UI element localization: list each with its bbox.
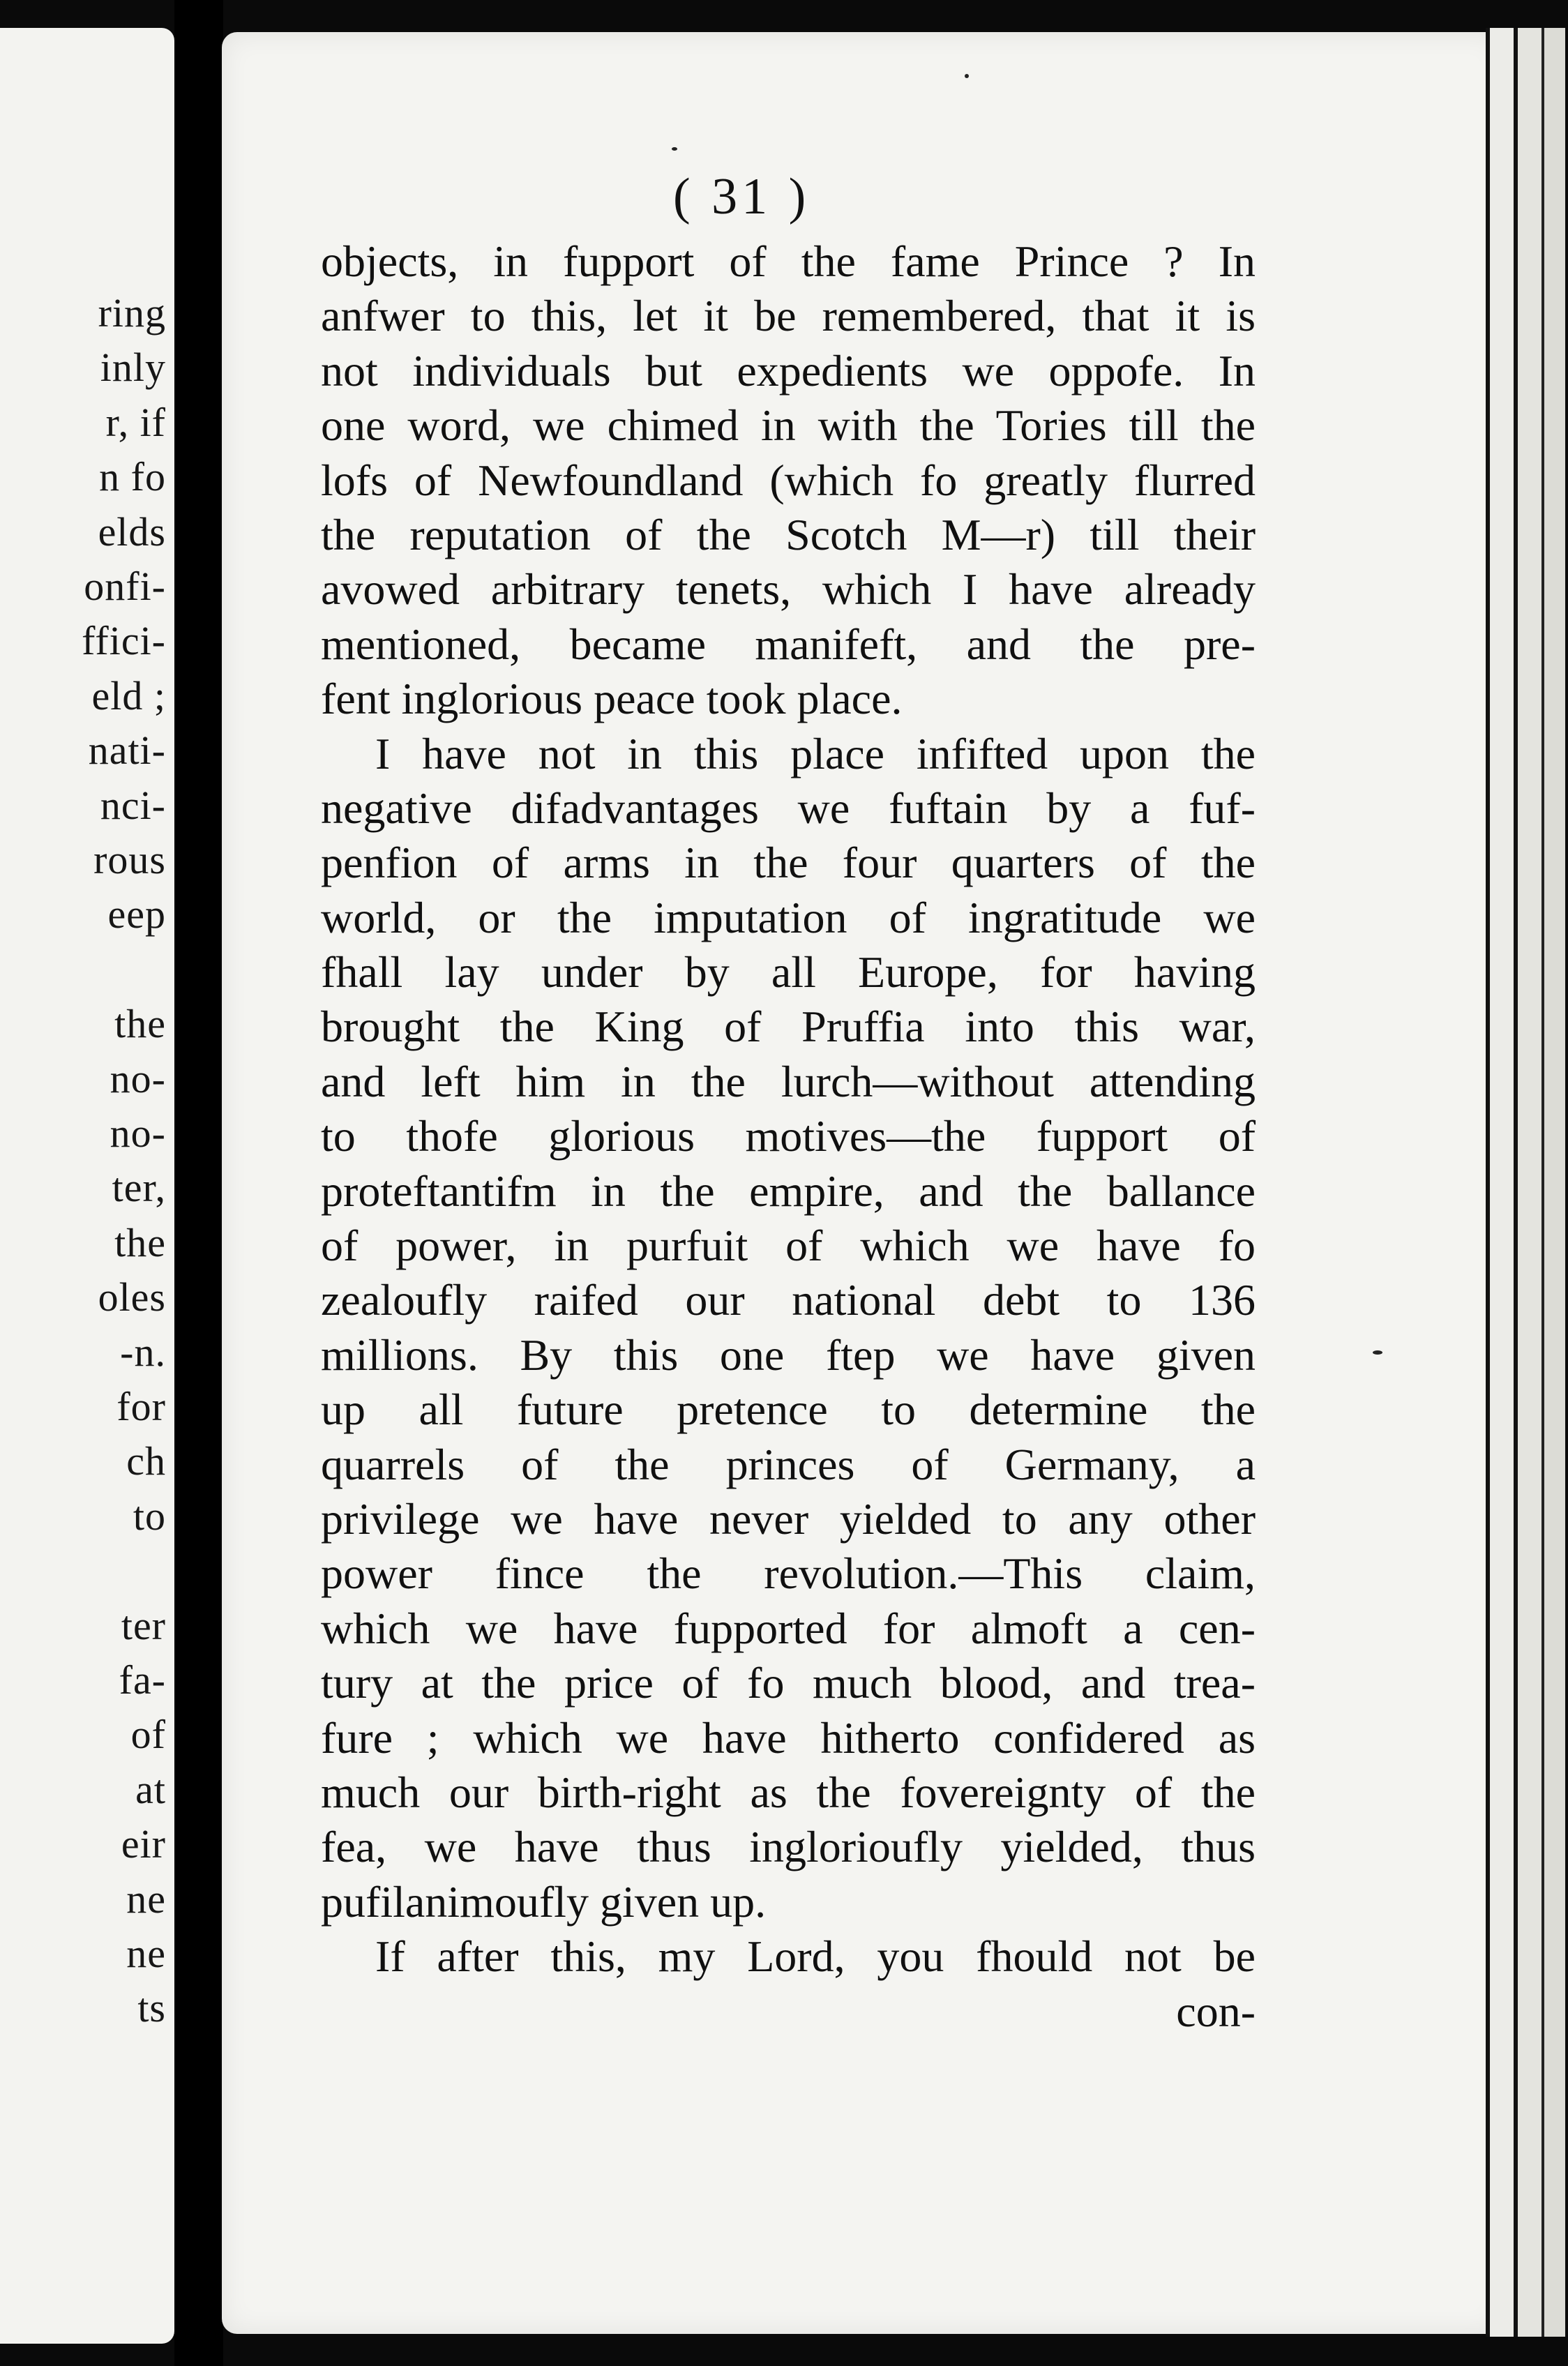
left-page-fragment: of <box>130 1712 166 1758</box>
left-page-fragment: ne <box>126 1931 166 1976</box>
text-line: one word, we chimed in with the Tories till the <box>321 400 1256 451</box>
left-page-fragment: no- <box>110 1110 166 1156</box>
left-page-fragment: at <box>135 1766 166 1812</box>
text-line: con- <box>1176 1986 1256 2036</box>
left-page-fragment: ts <box>137 1985 166 2031</box>
left-facing-page <box>0 28 174 2344</box>
left-page-fragment: fa- <box>119 1657 166 1703</box>
left-page-fragment: n fo <box>99 454 166 500</box>
left-page-fragment: nci- <box>100 782 166 828</box>
left-page-fragment: elds <box>98 508 166 555</box>
text-line: proteftantifm in the empire, and the ballance <box>321 1166 1256 1216</box>
book-gutter <box>174 0 223 2366</box>
body-text <box>321 234 1256 2039</box>
left-page-fragment: eir <box>121 1821 166 1867</box>
left-page-fragment: ne <box>126 1876 166 1922</box>
text-line: negative difadvantages we fuftain by a fuf- <box>321 783 1256 833</box>
left-page-fragment: ch <box>126 1438 166 1484</box>
text-line: zealoufly raifed our national debt to 136 <box>321 1275 1256 1325</box>
text-line: fhall lay under by all Europe, for having <box>321 947 1256 997</box>
text-line: much our birth-right as the fovereignty of the <box>321 1767 1256 1817</box>
text-line: world, or the imputation of ingratitude we <box>321 892 1256 942</box>
text-line: fea, we have thus inglorioufly yielded, thus <box>321 1822 1256 1872</box>
left-page-fragment: the <box>114 1219 166 1265</box>
text-line: and left him in the lurch—without attending <box>321 1056 1256 1106</box>
left-page-fragment: oles <box>98 1274 166 1320</box>
left-page-fragment: ring <box>98 290 166 336</box>
left-page-fragment: no- <box>110 1055 166 1101</box>
left-page-fragment: onfi- <box>84 564 166 609</box>
page-number: ( 31 ) <box>673 168 811 225</box>
text-line: not individuals but expedients we oppofe. In <box>321 345 1256 395</box>
left-page-fragment: eep <box>107 891 166 937</box>
text-line: If after this, my Lord, you fhould not be <box>375 1931 1256 1982</box>
text-line: fent inglorious peace took place. <box>321 674 903 724</box>
text-line: quarrels of the princes of Germany, a <box>321 1439 1256 1489</box>
left-page-fragment: ter <box>121 1602 166 1648</box>
text-line: privilege we have never yielded to any other <box>321 1493 1256 1544</box>
text-line: penfion of arms in the four quarters of the <box>321 838 1256 888</box>
left-page-fragment: rous <box>93 837 166 882</box>
text-line: of power, in purfuit of which we have fo <box>321 1221 1256 1271</box>
left-page-fragment: inly <box>100 345 166 391</box>
text-line: which we have fupported for almoft a cen- <box>321 1603 1256 1653</box>
text-line: power fince the revolution.—This claim, <box>321 1549 1256 1599</box>
left-page-fragment: nati- <box>88 728 166 774</box>
text-line: pufilanimoufly given up. <box>321 1876 767 1927</box>
text-line: mentioned, became manifeft, and the pre- <box>321 619 1256 669</box>
text-line: fure ; which we have hitherto confidered as <box>321 1712 1256 1763</box>
text-line: lofs of Newfoundland (which fo greatly flurred <box>321 455 1256 505</box>
text-line: avowed arbitrary tenets, which I have already <box>321 564 1256 615</box>
left-page-fragment: -n. <box>120 1329 166 1375</box>
text-line: objects, in fupport of the fame Prince ? In <box>321 236 1256 286</box>
text-line: I have not in this place infifted upon the <box>375 728 1256 778</box>
text-line: to thofe glorious motives—the fupport of <box>321 1111 1256 1161</box>
left-page-fragment: the <box>114 1001 166 1047</box>
left-page-fragment: ter, <box>112 1165 166 1211</box>
text-line: up all future pretence to determine the <box>321 1385 1256 1435</box>
text-line: tury at the price of fo much blood, and trea- <box>321 1658 1256 1708</box>
left-page-fragment: ffici- <box>82 618 166 664</box>
text-line: the reputation of the Scotch M—r) till their <box>321 509 1256 559</box>
page-edge <box>1541 28 1565 2337</box>
left-page-fragment: for <box>116 1384 166 1429</box>
text-line: millions. By this one ftep we have given <box>321 1329 1256 1380</box>
left-page-fragment: to <box>133 1493 166 1539</box>
left-page-fragment: eld ; <box>91 672 166 718</box>
text-line: anfwer to this, let it be remembered, that it is <box>321 291 1256 341</box>
left-page-fragment: r, if <box>105 399 166 445</box>
text-line: brought the King of Pruffia into this war, <box>321 1002 1256 1052</box>
